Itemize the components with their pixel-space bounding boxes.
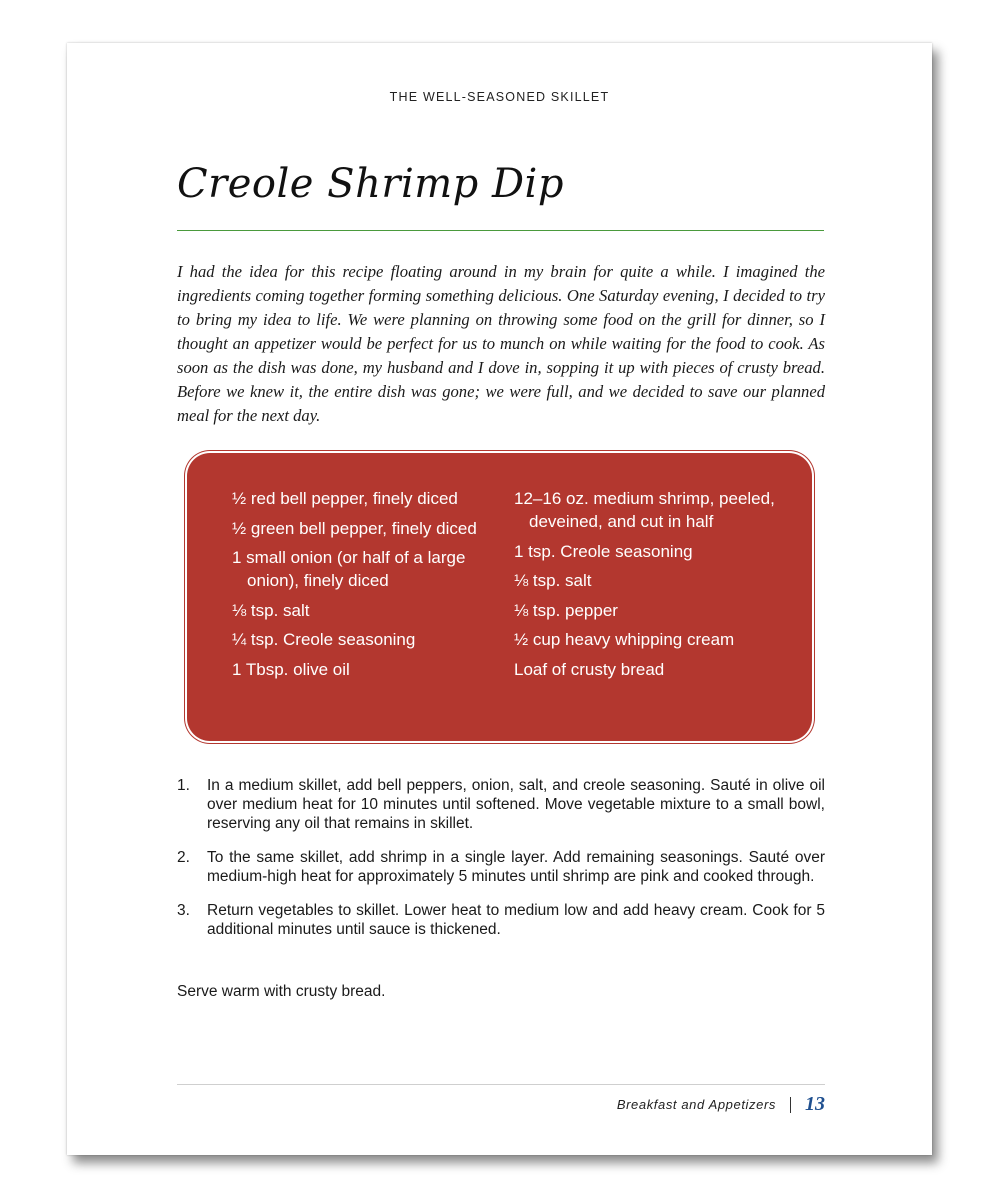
step-text: In a medium skillet, add bell peppers, onion, salt, and creole seasoning. Sauté in olive oil over medium heat for 10 minutes until softened. Move vegetable mixture to a small bowl, reserving any oil that remains in skillet.	[207, 777, 825, 832]
title-divider	[177, 230, 824, 231]
ingredients-box	[188, 454, 811, 740]
book-page	[67, 43, 932, 1155]
ingredient-item: ⅛ tsp. pepper	[514, 600, 618, 620]
ingredient-item: 1 tsp. Creole seasoning	[514, 541, 693, 561]
step-number: 1.	[177, 777, 190, 794]
serving-note: Serve warm with crusty bread.	[177, 983, 386, 1000]
instruction-step	[177, 848, 825, 886]
instruction-step	[177, 776, 825, 833]
page-number: 13	[805, 1093, 825, 1115]
ingredient-item: ⅛ tsp. salt	[514, 571, 592, 590]
running-head: THE WELL-SEASONED SKILLET	[389, 90, 610, 104]
footer-section-title: Breakfast and Appetizers	[616, 1097, 776, 1112]
ingredient-item: 12–16 oz. medium shrimp, peeled, deveined, and cut in half	[514, 489, 775, 531]
step-number: 3.	[177, 902, 190, 919]
recipe-intro: I had the idea for this recipe floating around in my brain for quite a while. I imagined the ingredients coming together forming something delicious. One Saturday evening, I decided to try to bring my idea to life. We were planning on throwing some food on the grill for dinner, so I thought an appetizer would be perfect for us to munch on while waiting for the food to cook. As soon as the dish was done, my husband and I dove in, sopping it up with pieces of crusty bread. Before we knew it, the entire dish was gone; we were full, and we decided to save our planned meal for the next day.	[177, 262, 825, 425]
ingredients-left-column	[232, 487, 494, 687]
footer-divider	[177, 1084, 825, 1085]
ingredient-item: ½ red bell pepper, finely diced	[232, 489, 458, 508]
page-footer	[617, 1093, 825, 1116]
ingredient-item: 1 Tbsp. olive oil	[232, 659, 350, 679]
step-number: 2.	[177, 849, 190, 866]
ingredient-item: ½ cup heavy whipping cream	[514, 630, 735, 649]
step-text: To the same skillet, add shrimp in a single layer. Add remaining seasonings. Sauté over medium-high heat for approximately 5 minutes until shrimp are pink and cooked through.	[207, 849, 825, 885]
instruction-step	[177, 901, 825, 939]
ingredients-right-column	[514, 487, 776, 687]
footer-separator	[790, 1097, 791, 1113]
instructions-list	[177, 776, 825, 954]
recipe-title: Creole Shrimp Dip	[177, 161, 564, 207]
ingredient-item: Loaf of crusty bread	[514, 659, 665, 679]
ingredient-item: 1 small onion (or half of a large onion), finely diced	[232, 548, 466, 590]
step-text: Return vegetables to skillet. Lower heat to medium low and add heavy cream. Cook for 5 additional minutes until sauce is thickened.	[207, 902, 825, 938]
ingredient-item: ¼ tsp. Creole seasoning	[232, 630, 416, 649]
ingredient-item: ½ green bell pepper, finely diced	[232, 518, 477, 538]
ingredient-item: ⅛ tsp. salt	[232, 600, 310, 620]
